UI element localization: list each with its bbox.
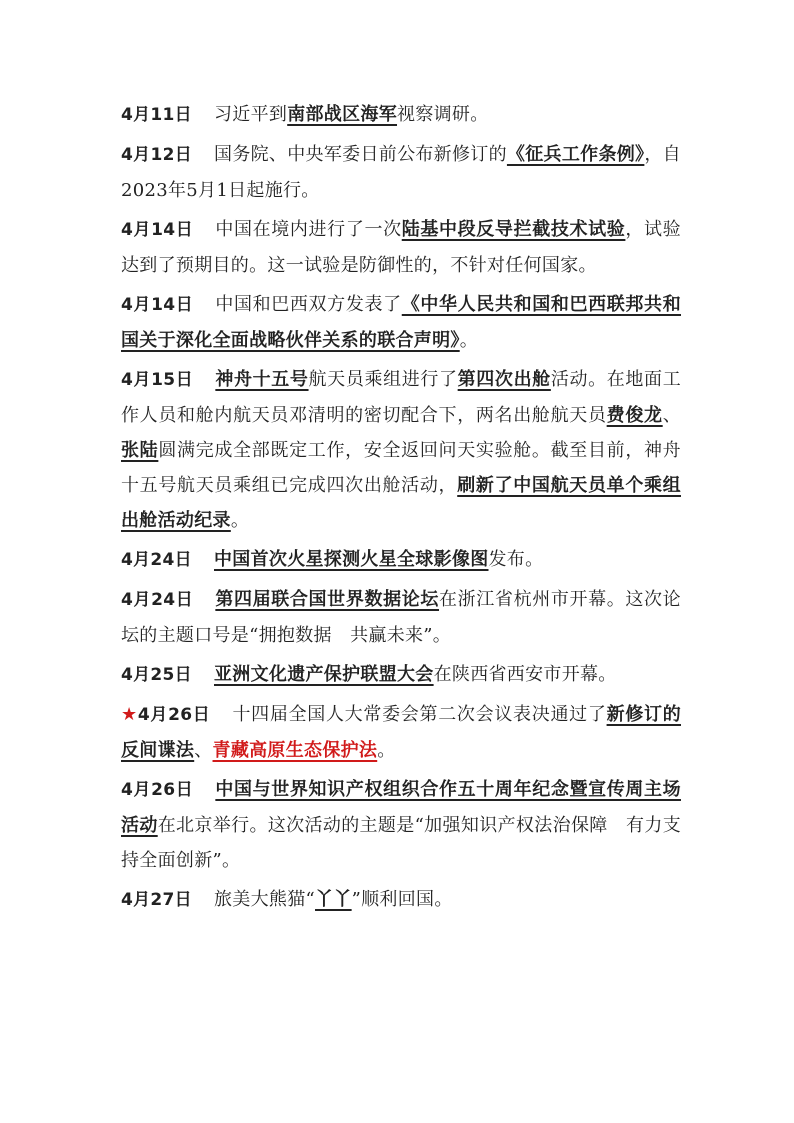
entry-text: ，试验达到了预期目的。这一试验是防御性的，不针对任何国家。 [121, 219, 681, 276]
entry-text: 。 [459, 330, 479, 351]
entry-date: 4月14日 [121, 220, 194, 240]
highlighted-term: 南部战区海军 [287, 104, 398, 125]
highlighted-term: 神舟十五号 [215, 369, 309, 390]
entry-text: 在浙江省杭州市开幕。这次论坛的主题口号是“拥抱数据 共赢未来”。 [121, 589, 681, 646]
highlighted-term: 中国与世界知识产权组织合作五十周年纪念暨宣传周主场活动 [121, 779, 681, 836]
entry-date: 4月26日 [121, 780, 194, 800]
highlighted-term: 第四次出舱 [457, 369, 551, 390]
entry-date: 4月12日 [121, 145, 193, 165]
highlighted-term: 青藏高原生态保护法 [212, 740, 378, 761]
entry-date: 4月24日 [121, 550, 192, 570]
entry-text: 航天员乘组进行了 [308, 369, 458, 390]
highlighted-term: 新修订的反间谍法 [121, 704, 681, 761]
entry-text: 中国和巴西双方发表了 [215, 294, 402, 315]
highlighted-term: 费俊龙 [606, 405, 663, 426]
entry-date: 4月26日 [137, 705, 211, 725]
document-body [121, 97, 681, 922]
highlighted-term: 《征兵工作条例》 [506, 144, 645, 165]
entry-text: 视察调研。 [397, 104, 489, 125]
entry-date: 4月24日 [121, 590, 194, 610]
highlighted-term: 亚洲文化遗产保护联盟大会 [214, 664, 434, 685]
entry-text: ，自2023年5月1日起施行。 [121, 144, 681, 201]
entry-text: 在陕西省西安市开幕。 [433, 664, 617, 685]
news-entry [121, 697, 681, 768]
entry-text: 在北京举行。这次活动的主题是“加强知识产权法治保障 有力支持全面创新”。 [121, 815, 681, 871]
entry-text: ”顺利回国。 [351, 889, 453, 910]
entry-text: 中国在境内进行了一次 [215, 219, 402, 240]
entry-text: 圆满完成全部既定工作，安全返回问天实验舱。截至目前，神舟十五号航天员乘组已完成四次出舱活动， [121, 440, 681, 496]
news-entry [121, 772, 681, 878]
entry-date: 4月25日 [121, 665, 192, 685]
star-icon: ★ [121, 704, 138, 725]
news-entry [121, 287, 681, 358]
highlighted-term: 《中华人民共和国和巴西联邦共和国关于深化全面战略伙伴关系的联合声明》 [121, 294, 681, 351]
news-entry [121, 582, 681, 653]
news-entry [121, 362, 681, 538]
highlighted-term: 张陆 [121, 440, 159, 461]
entry-text: 发布。 [488, 549, 544, 570]
entry-date: 4月27日 [121, 890, 192, 910]
news-entry [121, 657, 681, 693]
news-entry [121, 542, 681, 578]
entry-date: 4月11日 [121, 105, 192, 125]
entry-text: 活动。在地面工作人员和舱内航天员邓清明的密切配合下，两名出舱航天员 [121, 369, 681, 426]
entry-text: 旅美大熊猫“ [214, 889, 316, 910]
news-entry [121, 97, 681, 133]
entry-date: 4月15日 [121, 370, 194, 390]
entry-text: 。 [377, 740, 396, 761]
entry-text: 十四届全国人大常委会第二次会议表决通过了 [232, 704, 607, 725]
entry-date: 4月14日 [121, 295, 194, 315]
entry-text: 国务院、中央军委日前公布新修订的 [214, 144, 507, 165]
highlighted-term: 刷新了中国航天员单个乘组出舱活动纪录 [121, 475, 681, 531]
highlighted-term: 中国首次火星探测火星全球影像图 [214, 549, 489, 570]
highlighted-term: 丫丫 [315, 889, 352, 910]
news-entry [121, 882, 681, 918]
entry-text: 、 [194, 740, 213, 761]
highlighted-term: 第四届联合国世界数据论坛 [215, 589, 440, 610]
news-entry [121, 137, 681, 208]
news-entry [121, 212, 681, 283]
entry-text: 。 [230, 510, 250, 531]
entry-text: 、 [662, 405, 681, 426]
highlighted-term: 陆基中段反导拦截技术试验 [401, 219, 626, 240]
entry-text: 习近平到 [214, 104, 288, 125]
